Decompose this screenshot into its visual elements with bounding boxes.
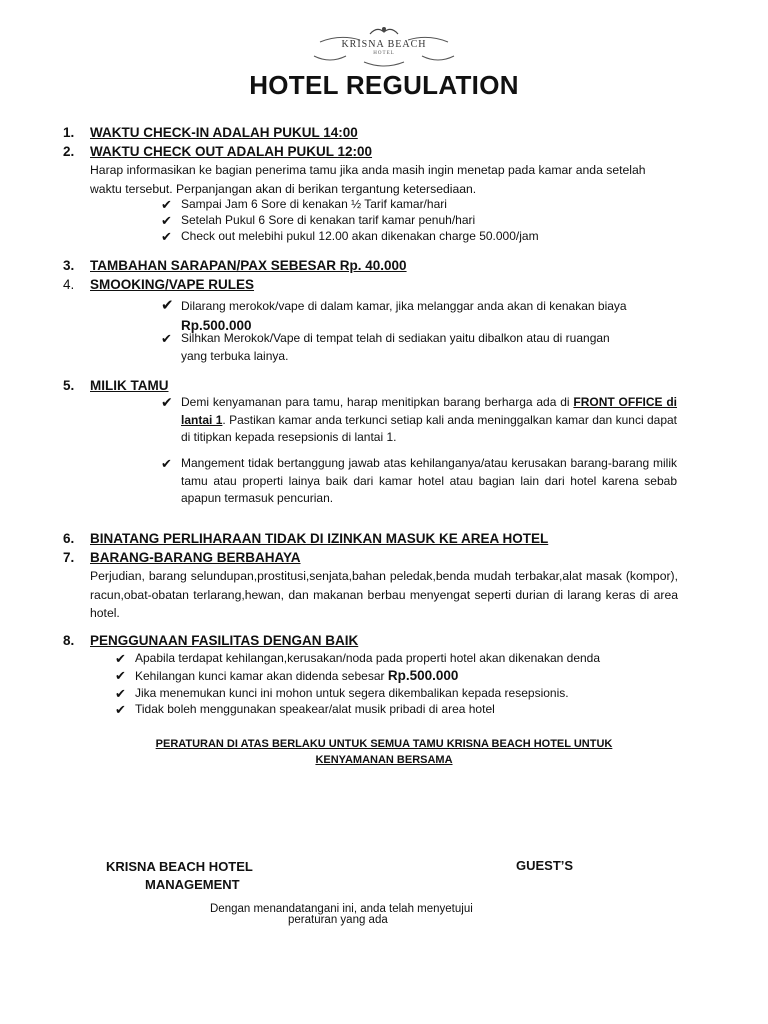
check-icon: ✔ bbox=[161, 197, 172, 212]
signature-note-line-2: peraturan yang ada bbox=[288, 914, 388, 926]
list-item: ✔ Sampai Jam 6 Sore di kenakan ½ Tarif kamar/hari bbox=[161, 197, 447, 212]
section-number: 7. bbox=[63, 550, 75, 565]
list-item: ✔ Setelah Pukul 6 Sore di kenakan tarif kamar penuh/hari bbox=[161, 213, 476, 228]
section-title: BARANG-BARANG BERBAHAYA bbox=[90, 550, 301, 565]
section-3-heading bbox=[63, 258, 407, 273]
section-7-heading bbox=[63, 550, 301, 565]
page-title: HOTEL REGULATION bbox=[249, 70, 519, 100]
logo-text: KRISNA BEACH bbox=[341, 39, 427, 50]
section-2-heading bbox=[63, 144, 372, 159]
list-item: ✔ Silhkan Merokok/Vape di tempat telah di sediakan yaitu dibalkon atau di ruangan yang terbuka lainya. bbox=[161, 331, 610, 363]
check-icon: ✔ bbox=[115, 686, 126, 701]
section-title: WAKTU CHECK OUT ADALAH PUKUL 12:00 bbox=[90, 144, 373, 159]
section-title: WAKTU CHECK-IN ADALAH PUKUL 14:00 bbox=[90, 125, 358, 140]
list-item: ✔ Demi kenyamanan para tamu, harap menitipkan barang berharga ada di FRONT OFFICE di lantai 1. Pastikan kamar anda terkunci setiap kali anda meninggalkan kamar dan kunci dapat di titipkan kepada resepsionis di lantai 1. bbox=[161, 394, 678, 444]
section-7-paragraph: Perjudian, barang selundupan,prostitusi,senjata,bahan peledak,benda mudah terbakar,alat masak (kompor), racun,obat-obatan terlarang,hewan, dan makanan berbau menyengat seperti durian di larang keras di area hotel. bbox=[90, 569, 678, 620]
check-icon: ✔ bbox=[161, 331, 172, 346]
section-number: 1. bbox=[63, 125, 75, 140]
section-8-heading bbox=[63, 633, 358, 648]
check-icon: ✔ bbox=[115, 668, 126, 683]
list-item: ✔ Check out melebihi pukul 12.00 akan dikenakan charge 50.000/jam bbox=[161, 229, 539, 244]
list-item: ✔ Mangement tidak bertanggung jawab atas kehilanganya/atau kerusakan barang-barang milik tamu atau properti lainya baik dari kamar hotel atau bagian lain dari hotel karena sebab apapun termasuk pencurian. bbox=[161, 456, 677, 505]
list-item: ✔ Jika menemukan kunci ini mohon untuk segera dikembalikan kepada resepsionis. bbox=[115, 686, 569, 701]
section-number: 5. bbox=[63, 378, 75, 393]
check-icon: ✔ bbox=[115, 651, 126, 666]
section-title: SMOOKING/VAPE RULES bbox=[90, 277, 255, 292]
list-item: ✔ Dilarang merokok/vape di dalam kamar, jika melanggar anda akan di kenakan biaya Rp.500.000 bbox=[161, 297, 627, 333]
section-5-heading bbox=[63, 378, 168, 393]
check-icon: ✔ bbox=[161, 213, 172, 228]
section-number: 2. bbox=[63, 144, 75, 159]
section-title: BINATANG PERLIHARAAN TIDAK DI IZINKAN MASUK KE AREA HOTEL bbox=[90, 531, 549, 546]
signature-hotel-name: KRISNA BEACH HOTEL bbox=[106, 859, 253, 874]
section-4-heading bbox=[63, 277, 254, 292]
section-1-heading bbox=[63, 125, 358, 140]
list-item: ✔ Apabila terdapat kehilangan,kerusakan/noda pada properti hotel akan dikenakan denda bbox=[115, 651, 601, 666]
section-number: 3. bbox=[63, 258, 75, 273]
section-title: MILIK TAMU bbox=[90, 378, 169, 393]
check-icon: ✔ bbox=[115, 702, 126, 717]
section-number: 4. bbox=[63, 277, 75, 292]
section-title: TAMBAHAN SARAPAN/PAX SEBESAR Rp. 40.000 bbox=[90, 258, 407, 273]
section-number: 8. bbox=[63, 633, 75, 648]
check-icon: ✔ bbox=[161, 229, 172, 244]
section-2-paragraph: Harap informasikan ke bagian penerima tamu jika anda masih ingin menetap pada kamar anda setelah waktu tersebut. Perpanjangan akan di berikan tergantung ketersediaan. bbox=[90, 163, 646, 196]
section-6-heading bbox=[63, 531, 548, 546]
check-icon: ✔ bbox=[161, 297, 174, 314]
hotel-logo bbox=[300, 24, 468, 70]
check-icon: ✔ bbox=[161, 456, 172, 471]
list-item: ✔ Kehilangan kunci kamar akan didenda sebesar Rp.500.000 bbox=[115, 668, 459, 683]
check-icon: ✔ bbox=[161, 394, 173, 410]
section-number: 6. bbox=[63, 531, 75, 546]
list-item: ✔ Tidak boleh menggunakan speakear/alat musik pribadi di area hotel bbox=[115, 702, 495, 717]
signature-guest: GUEST’S bbox=[516, 858, 574, 873]
notice: PERATURAN DI ATAS BERLAKU UNTUK SEMUA TAMU KRISNA BEACH HOTEL UNTUK KENYAMANAN BERSAMA bbox=[155, 738, 613, 766]
signature-note-line-1: Dengan menandatangani ini, anda telah menyetujui bbox=[210, 903, 473, 915]
section-title: PENGGUNAAN FASILITAS DENGAN BAIK bbox=[90, 633, 359, 648]
signature-management: MANAGEMENT bbox=[145, 877, 240, 892]
logo-subtext: HOTEL bbox=[373, 51, 395, 56]
